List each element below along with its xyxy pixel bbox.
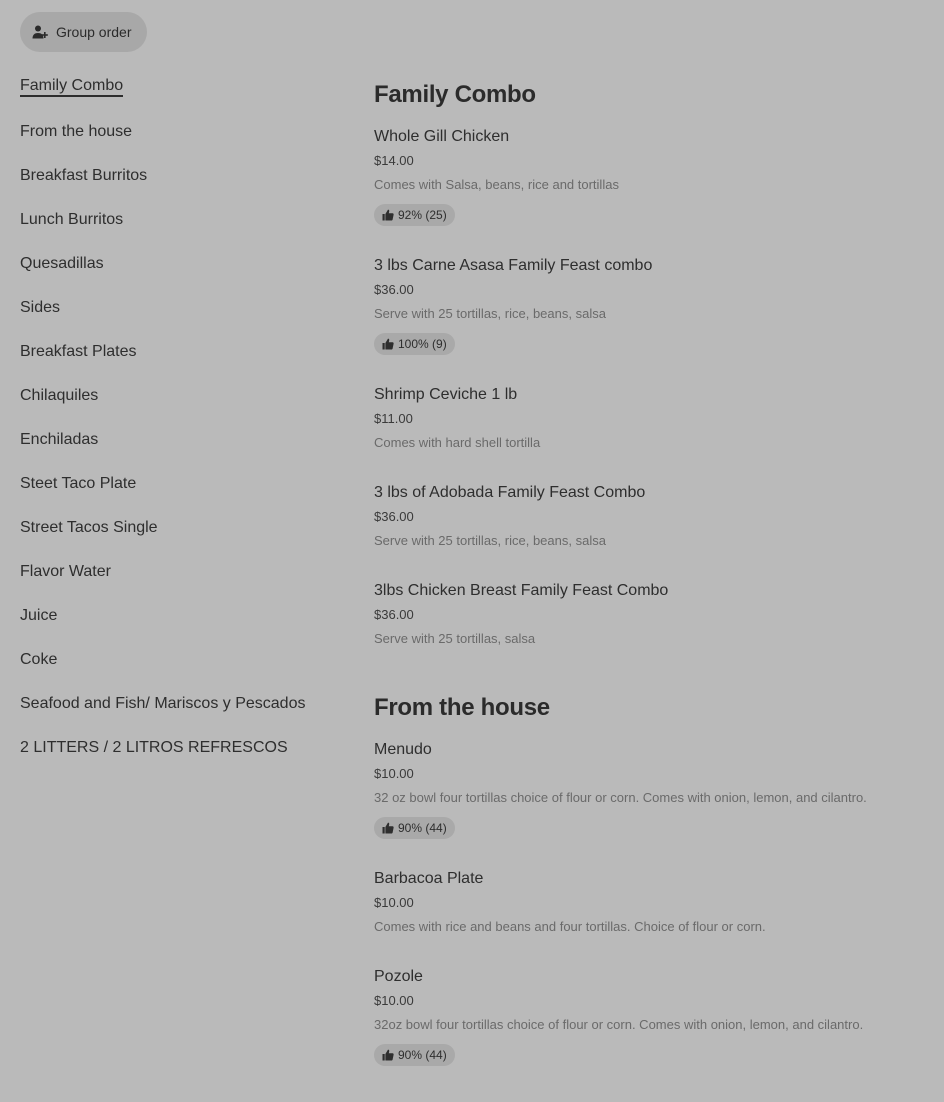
- item-description: 32 oz bowl four tortillas choice of flour or corn. Comes with onion, lemon, and cilantro.: [374, 790, 867, 805]
- menu-item[interactable]: [374, 739, 934, 839]
- item-name: 3lbs Chicken Breast Family Feast Combo: [374, 582, 669, 599]
- item-description: Serve with 25 tortillas, salsa: [374, 631, 536, 646]
- menu-item[interactable]: [374, 868, 934, 937]
- rating-text: 100% (9): [398, 337, 447, 351]
- sidebar-category-item[interactable]: [20, 164, 340, 208]
- group-order-button[interactable]: [20, 12, 147, 52]
- menu-item[interactable]: [374, 255, 934, 355]
- sidebar-category-label: From the house: [20, 123, 133, 140]
- sidebar-category-item[interactable]: [20, 692, 340, 736]
- sidebar-category-label: Sides: [20, 299, 61, 316]
- item-description: Comes with Salsa, beans, rice and tortillas: [374, 177, 619, 192]
- rating-text: 90% (44): [398, 821, 447, 835]
- rating-badge: [374, 333, 455, 355]
- sidebar-category-label: Breakfast Plates: [20, 343, 137, 360]
- thumbs-up-icon: [382, 822, 394, 834]
- menu-item[interactable]: [374, 966, 934, 1066]
- sidebar-category-label: Lunch Burritos: [20, 211, 124, 228]
- item-name: Shrimp Ceviche 1 lb: [374, 386, 518, 403]
- item-name: Pozole: [374, 968, 423, 985]
- thumbs-up-icon: [382, 209, 394, 221]
- sidebar-category-label: Juice: [20, 607, 58, 624]
- item-description: Serve with 25 tortillas, rice, beans, salsa: [374, 533, 606, 548]
- sidebar-category-item[interactable]: [20, 252, 340, 296]
- rating-badge: [374, 1044, 455, 1066]
- sidebar-category-item[interactable]: [20, 472, 340, 516]
- menu-content: [374, 72, 934, 1066]
- item-name: Menudo: [374, 741, 432, 758]
- item-price: $11.00: [374, 411, 413, 426]
- item-price: $36.00: [374, 282, 414, 297]
- menu-item[interactable]: [374, 580, 934, 649]
- item-name: Whole Gill Chicken: [374, 128, 510, 145]
- item-price: $36.00: [374, 607, 414, 622]
- sidebar-category-label: 2 LITTERS / 2 LITROS REFRESCOS: [20, 739, 288, 756]
- rating-text: 92% (25): [398, 208, 447, 222]
- sidebar-category-item[interactable]: [20, 296, 340, 340]
- menu-item[interactable]: [374, 482, 934, 551]
- item-description: 32oz bowl four tortillas choice of flour or corn. Comes with onion, lemon, and cilantro.: [374, 1017, 864, 1032]
- item-description: Serve with 25 tortillas, rice, beans, salsa: [374, 306, 606, 321]
- sidebar-category-label: Quesadillas: [20, 255, 104, 272]
- menu-item[interactable]: [374, 384, 934, 453]
- sidebar-category-item[interactable]: [20, 516, 340, 560]
- item-price: $36.00: [374, 509, 414, 524]
- item-price: $14.00: [374, 153, 414, 168]
- item-name: 3 lbs of Adobada Family Feast Combo: [374, 484, 646, 501]
- add-person-icon: [32, 24, 48, 40]
- item-name: Barbacoa Plate: [374, 870, 484, 887]
- sidebar-category-label: Coke: [20, 651, 58, 668]
- thumbs-up-icon: [382, 1049, 394, 1061]
- section-title: Family Combo: [374, 81, 536, 108]
- rating-badge: [374, 204, 455, 226]
- sidebar-category-label: Street Tacos Single: [20, 519, 158, 536]
- item-price: $10.00: [374, 895, 414, 910]
- sidebar-category-item[interactable]: [20, 120, 340, 164]
- menu-item[interactable]: [374, 126, 934, 226]
- thumbs-up-icon: [382, 338, 394, 350]
- sidebar-category-label: Seafood and Fish/ Mariscos y Pescados: [20, 695, 306, 712]
- category-sidebar: [20, 74, 340, 780]
- item-price: $10.00: [374, 993, 414, 1008]
- section-title: From the house: [374, 694, 550, 721]
- sidebar-category-item[interactable]: [20, 428, 340, 472]
- sidebar-category-item[interactable]: [20, 560, 340, 604]
- sidebar-category-item[interactable]: [20, 74, 340, 120]
- sidebar-category-item[interactable]: [20, 340, 340, 384]
- sidebar-category-item[interactable]: [20, 208, 340, 252]
- rating-badge: [374, 817, 455, 839]
- item-name: 3 lbs Carne Asasa Family Feast combo: [374, 257, 653, 274]
- sidebar-category-label: Family Combo: [20, 77, 123, 97]
- menu-section: [374, 689, 934, 1066]
- sidebar-category-label: Chilaquiles: [20, 387, 99, 404]
- sidebar-category-label: Breakfast Burritos: [20, 167, 148, 184]
- rating-text: 90% (44): [398, 1048, 447, 1062]
- item-description: Comes with rice and beans and four tortillas. Choice of flour or corn.: [374, 919, 766, 934]
- sidebar-category-label: Flavor Water: [20, 563, 111, 580]
- item-price: $10.00: [374, 766, 414, 781]
- item-description: Comes with hard shell tortilla: [374, 435, 541, 450]
- group-order-label: Group order: [56, 24, 132, 40]
- sidebar-category-label: Enchiladas: [20, 431, 99, 448]
- menu-section: [374, 76, 934, 649]
- sidebar-category-item[interactable]: [20, 736, 340, 780]
- sidebar-category-item[interactable]: [20, 384, 340, 428]
- sidebar-category-item[interactable]: [20, 648, 340, 692]
- sidebar-category-item[interactable]: [20, 604, 340, 648]
- sidebar-category-label: Steet Taco Plate: [20, 475, 137, 492]
